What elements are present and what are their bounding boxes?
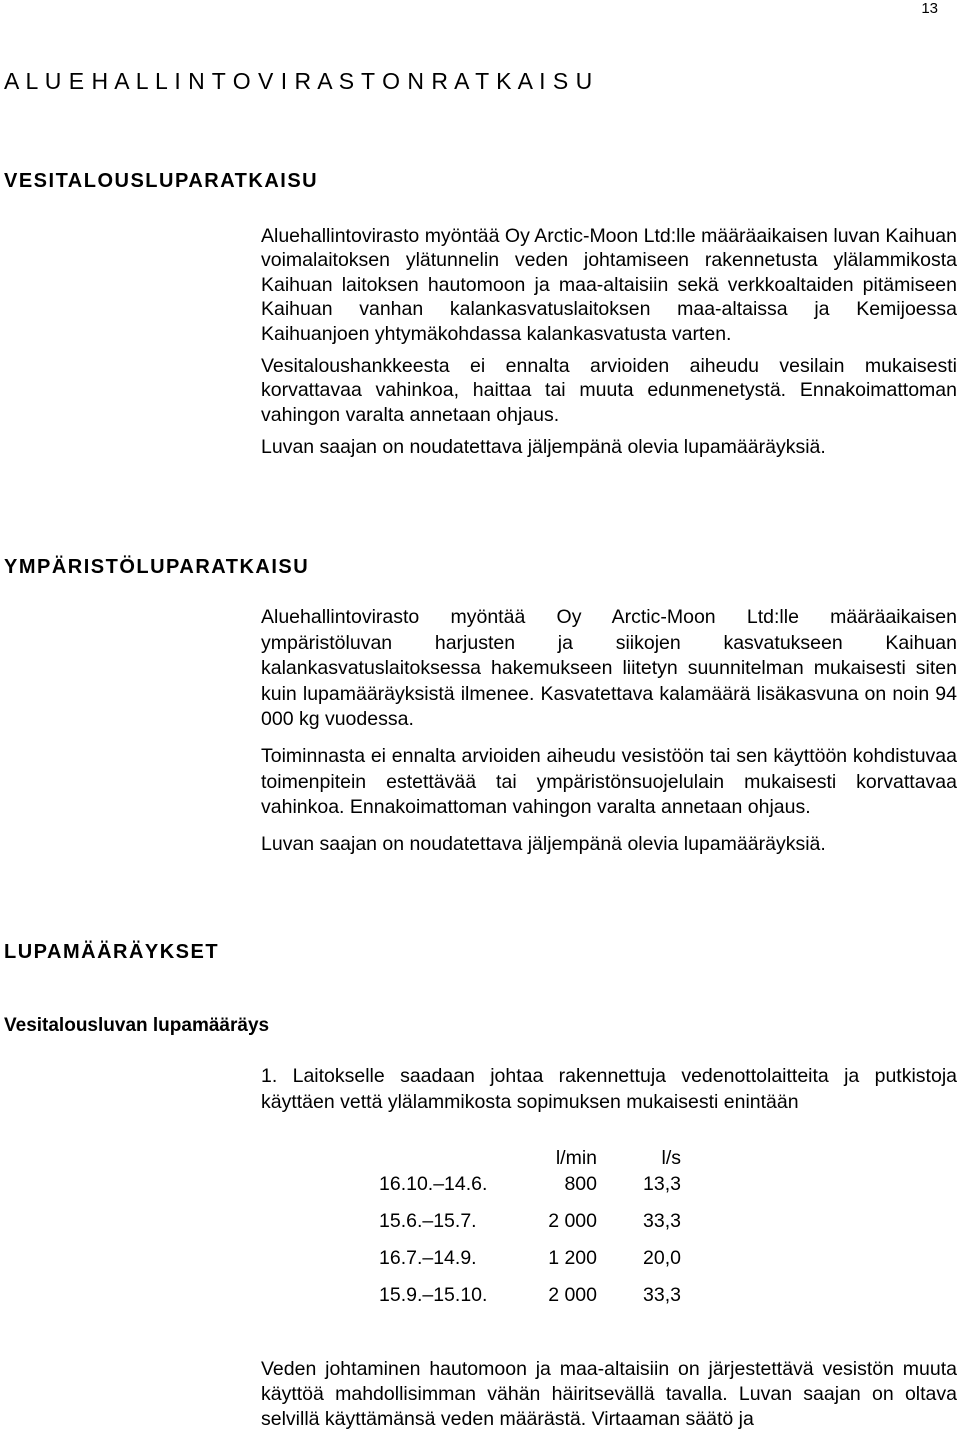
environmental-permit-para-1: Aluehallintovirasto myöntää Oy Arctic-Moon Ltd:lle määräaikaisen ympäristöluvan harjusten ja siikojen kasvatukseen Kaihuan kalankasvatuslaitoksessa hakemukseen liitetyn suunnitelman mukaisesti siten kuin lupamääräyksistä ilmenee. Kasvatettava kalamäärä lisäkasvuna on noin 94 000 kg vuodessa. <box>261 606 957 731</box>
table-header-period <box>379 1147 527 1173</box>
page-number: 13 <box>921 0 938 17</box>
water-permit-para-1: Aluehallintovirasto myöntää Oy Arctic-Moon Ltd:lle määräaikaisen luvan Kaihuan voimalaitoksen ylätunnelin veden johtamiseen rakennetusta ylälammikosta Kaihuan laitoksen hautomoon ja maa-altaisiin sekä verkkoaltaiden pitämiseen Kaihuan vanhan kalankasvatuslaitoksen maa-altaissa ja Kemijoessa Kaihuanjoen yhtymäkohdassa kalankasvatusta varten. <box>261 225 957 345</box>
table-header-row <box>379 1147 681 1173</box>
table-row <box>379 1210 681 1247</box>
environmental-permit-para-2: Toiminnasta ei ennalta arvioiden aiheudu vesistöön tai sen käyttöön kohdistuvaa toimenpitein estettävää tai ympäristönsuojelulain mukaisesti korvattavaa vahinkoa. Ennakoimattoman vahingon varalta annetaan ohjaus. <box>261 744 957 819</box>
water-flow-table <box>379 1147 681 1321</box>
table-cell-period: 16.7.–14.9. <box>379 1247 477 1269</box>
table-cell-lmin: 2 000 <box>548 1210 597 1232</box>
water-permit-para-2: Vesitaloushankkeesta ei ennalta arvioiden aiheudu vesilain mukaisesti korvattavaa vahinkoa, haittaa tai muuta edunmenetystä. Ennakoimattoman vahingon varalta annetaan ohjaus. <box>261 355 957 426</box>
permit-condition-1-continued-text: Veden johtaminen hautomoon ja maa-altaisiin on järjestettävä vesistön muuta käyttöä mahdollisimman vähän häiritsevällä tavalla. Luvan saajan on oltava selvillä käyttämänsä veden määrästä. Virtaaman säätö ja <box>261 1358 957 1430</box>
table-row <box>379 1247 681 1284</box>
environmental-permit-heading: YMPÄRISTÖLUPARATKAISU <box>4 556 310 578</box>
table-cell-lmin: 800 <box>564 1173 597 1195</box>
water-permit-para-3: Luvan saajan on noudatettava jäljempänä olevia lupamääräyksiä. <box>261 436 826 459</box>
permit-conditions-heading: LUPAMÄÄRÄYKSET <box>4 941 220 963</box>
table-header-ls: l/s <box>661 1147 681 1169</box>
permit-condition-1-text: 1. Laitokselle saadaan johtaa rakennettuja vedenottolaitteita ja putkistoja käyttäen vettä ylälammikosta sopimuksen mukaisesti enintään <box>261 1065 957 1113</box>
table-row <box>379 1284 681 1321</box>
table-cell-lmin: 1 200 <box>548 1247 597 1269</box>
table-row <box>379 1173 681 1210</box>
table-cell-period: 15.6.–15.7. <box>379 1210 477 1232</box>
water-permit-conditions-subheading: Vesitalousluvan lupamääräys <box>4 1015 270 1036</box>
table-cell-lmin: 2 000 <box>548 1284 597 1306</box>
water-permit-body <box>261 224 957 460</box>
permit-condition-1 <box>261 1064 957 1115</box>
table-cell-ls: 33,3 <box>643 1284 681 1306</box>
environmental-permit-body <box>261 605 957 857</box>
table-header-lmin: l/min <box>555 1147 597 1169</box>
water-permit-heading: VESITALOUSLUPARATKAISU <box>4 170 319 192</box>
environmental-permit-para-3: Luvan saajan on noudatettava jäljempänä olevia lupamääräyksiä. <box>261 832 826 855</box>
table-cell-ls: 20,0 <box>643 1247 681 1269</box>
table-cell-period: 16.10.–14.6. <box>379 1173 488 1195</box>
table-cell-ls: 33,3 <box>643 1210 681 1232</box>
table-cell-period: 15.9.–15.10. <box>379 1284 488 1306</box>
permit-condition-1-continued <box>261 1357 957 1432</box>
main-title: A L U E H A L L I N T O V I R A S T O N R A T K A I S U <box>4 68 593 94</box>
table-cell-ls: 13,3 <box>643 1173 681 1195</box>
